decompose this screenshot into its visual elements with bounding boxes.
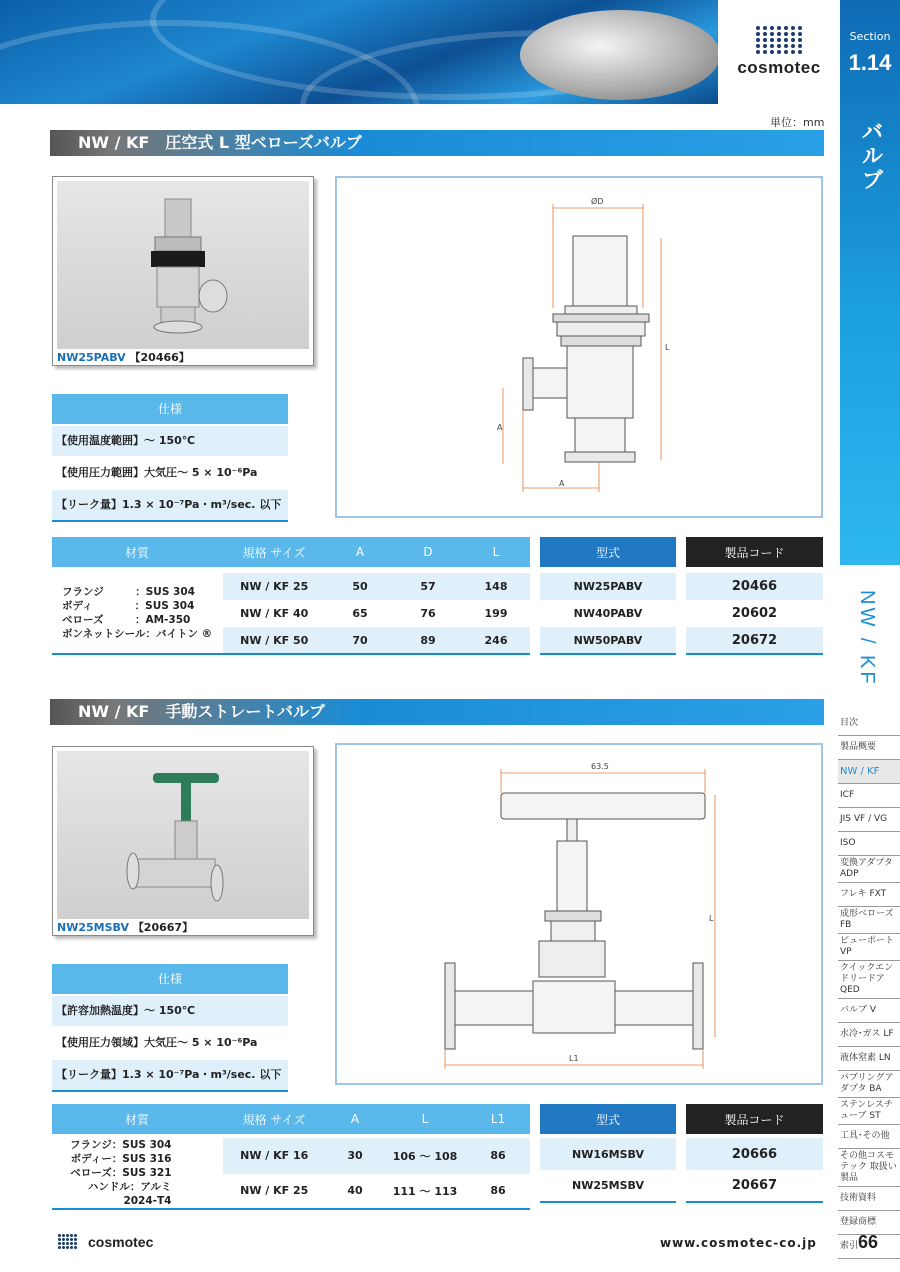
nav-item[interactable]: パブリングアダプタ BA (838, 1071, 900, 1098)
nav-item[interactable]: NW / KF (838, 760, 900, 784)
header-logo[interactable] (720, 0, 838, 104)
table-cell: NW / KF 40 (240, 607, 309, 620)
model-cell: NW16MSBV (540, 1138, 676, 1170)
table-cell: 40 (347, 1184, 363, 1198)
col-l1: L1 (466, 1104, 530, 1134)
page-number: 66 (858, 1232, 879, 1252)
col-l: L (384, 1104, 466, 1134)
material-list (52, 1138, 222, 1209)
section2-product-photo (52, 746, 314, 936)
col-size: 規格 サイズ (222, 1104, 326, 1134)
photo-model: NW25MSBV (57, 921, 129, 934)
table-cell: 111 ～ 113 (392, 1184, 458, 1198)
code-cell: 20666 (686, 1138, 823, 1170)
material-list (52, 573, 222, 654)
nav-item[interactable]: 液体窒素 LN (838, 1047, 900, 1071)
col-a: A (326, 1104, 384, 1134)
table-cell: NW / KF 16 (222, 1138, 326, 1174)
section2-spec (52, 964, 288, 1092)
nav-item[interactable]: 索引 (838, 1235, 900, 1259)
model-header: 型式 (540, 537, 676, 567)
photo-model: NW25PABV (57, 351, 126, 364)
dim-a-vertical: A (497, 423, 503, 432)
nav-item[interactable]: 水冷･ガス LF (838, 1023, 900, 1047)
table-cell: 86 (490, 1184, 506, 1198)
code-header: 製品コード (686, 1104, 823, 1134)
col-material: 材質 (52, 537, 222, 567)
material-item: ボディ ：SUS 304 (62, 600, 195, 612)
model-cell: NW25PABV (540, 573, 676, 600)
cosmotec-logo-icon (756, 26, 803, 54)
photo-code: 【20466】 (129, 351, 190, 364)
section1-title: NW / KF 圧空式 L 型ベローズバルブ (50, 130, 824, 156)
section2-drawing (335, 743, 823, 1085)
dim-l: L (665, 343, 670, 352)
col-a: A (326, 537, 394, 567)
section-number: 1.14 (848, 50, 892, 75)
table-cell: NW / KF 50 (222, 627, 326, 654)
table-cell: NW / KF 25 (222, 573, 326, 600)
section1-code-table (686, 537, 823, 655)
section2-spec-table (52, 1104, 530, 1210)
model-cell: NW25MSBV (572, 1179, 644, 1192)
nav-item[interactable]: ステンレスチューブ ST (838, 1098, 900, 1125)
dim-d: ØD (591, 197, 604, 206)
dim-l1: L1 (569, 1054, 579, 1063)
nav-item[interactable]: ICF (838, 784, 900, 808)
nav-item[interactable]: 工具･その他 (838, 1125, 900, 1149)
side-category: NW / KF (856, 590, 878, 687)
section1-model-table (540, 537, 676, 655)
col-size: 規格 サイズ (222, 537, 326, 567)
dim-width: 63.5 (591, 762, 609, 771)
side-title: バルブ (858, 120, 883, 192)
spec-title: 仕様 (52, 394, 288, 424)
table-cell: NW / KF 25 (240, 1184, 309, 1198)
col-d: D (394, 537, 462, 567)
table-cell: 246 (462, 627, 530, 654)
nav-item[interactable]: ビューポート VP (838, 934, 900, 961)
code-header: 製品コード (686, 537, 823, 567)
nav-item[interactable]: 成形ベローズ FB (838, 907, 900, 934)
nav-item[interactable]: フレキ FXT (838, 883, 900, 907)
side-nav (838, 712, 900, 1259)
dim-a-horizontal: A (559, 479, 565, 488)
code-cell: 20466 (686, 573, 823, 600)
section-side-bar (840, 0, 900, 565)
material-item: ハンドル：アルミ 2024-T4 (87, 1181, 172, 1207)
table-cell: 86 (466, 1138, 530, 1174)
header-banner-image (0, 0, 718, 104)
nav-item[interactable]: 登録商標 (838, 1211, 900, 1235)
model-header: 型式 (540, 1104, 676, 1134)
valve-photo-image (57, 751, 309, 919)
col-material: 材質 (52, 1104, 222, 1134)
nav-item[interactable]: 製品概要 (838, 736, 900, 760)
model-cell: NW50PABV (540, 627, 676, 654)
col-l: L (462, 537, 530, 567)
valve-photo-image (57, 181, 309, 349)
spec-pressure: 【使用圧力領域】大気圧～ 5 × 10⁻⁶Pa (52, 1028, 288, 1058)
table-cell: 89 (394, 627, 462, 654)
section2-code-table (686, 1104, 823, 1203)
code-cell: 20667 (731, 1178, 778, 1193)
table-cell: 76 (420, 607, 436, 620)
model-cell: NW40PABV (573, 607, 643, 620)
material-item: フランジ：SUS 304 (70, 1139, 172, 1151)
material-item: フランジ ：SUS 304 (62, 586, 195, 598)
table-cell: 148 (462, 573, 530, 600)
table-cell: 30 (326, 1138, 384, 1174)
photo-code: 【20667】 (132, 921, 194, 934)
nav-item[interactable]: JIS VF / VG (838, 808, 900, 832)
nav-item[interactable]: その他コスモテック 取扱い製品 (838, 1149, 900, 1187)
nav-item[interactable]: 変換アダプタ ADP (838, 856, 900, 883)
spec-leak: 【リーク量】1.3 × 10⁻⁷Pa・m³/sec. 以下 (52, 490, 288, 520)
section2-model-table (540, 1104, 676, 1203)
unit-label: 単位：mm (770, 116, 825, 129)
dim-l: L (709, 914, 714, 923)
table-cell: 106 ～ 108 (384, 1138, 466, 1174)
material-item: ベローズ ：AM-350 (62, 614, 191, 626)
material-item: ボディー：SUS 316 (70, 1153, 172, 1165)
footer-logo[interactable]: cosmotec (88, 1234, 154, 1250)
section1-drawing (335, 176, 823, 518)
spec-leak: 【リーク量】1.3 × 10⁻⁷Pa・m³/sec. 以下 (52, 1060, 288, 1090)
section1-spec (52, 394, 288, 522)
material-item: ベローズ：SUS 321 (70, 1167, 172, 1179)
table-cell: 70 (326, 627, 394, 654)
table-cell: 57 (394, 573, 462, 600)
spec-temp: 【許容加熱温度】～ 150℃ (52, 996, 288, 1026)
table-cell: 199 (484, 607, 508, 620)
code-cell: 20672 (686, 627, 823, 654)
nav-item[interactable]: 技術資料 (838, 1187, 900, 1211)
section2-title: NW / KF 手動ストレートバルブ (50, 699, 824, 725)
spec-pressure: 【使用圧力範囲】大気圧～ 5 × 10⁻⁶Pa (52, 458, 288, 488)
table-cell: 50 (326, 573, 394, 600)
section1-spec-table (52, 537, 530, 655)
spec-title: 仕様 (52, 964, 288, 994)
material-item: ボンネットシール：バイトン ® (62, 628, 213, 640)
footer-url[interactable]: www.cosmotec-co.jp (660, 1236, 817, 1250)
section1-product-photo (52, 176, 314, 366)
nav-item[interactable]: 目次 (838, 712, 900, 736)
table-cell: 65 (352, 607, 368, 620)
section-label: Section (849, 30, 891, 43)
spec-temp: 【使用温度範囲】～ 150℃ (52, 426, 288, 456)
footer-logo-icon (58, 1234, 77, 1249)
nav-item[interactable]: バルブ V (838, 999, 900, 1023)
code-cell: 20602 (731, 606, 778, 621)
logo-text: cosmotec (737, 58, 821, 77)
nav-item[interactable]: クイックエンドリードア QED (838, 961, 900, 999)
nav-item[interactable]: ISO (838, 832, 900, 856)
